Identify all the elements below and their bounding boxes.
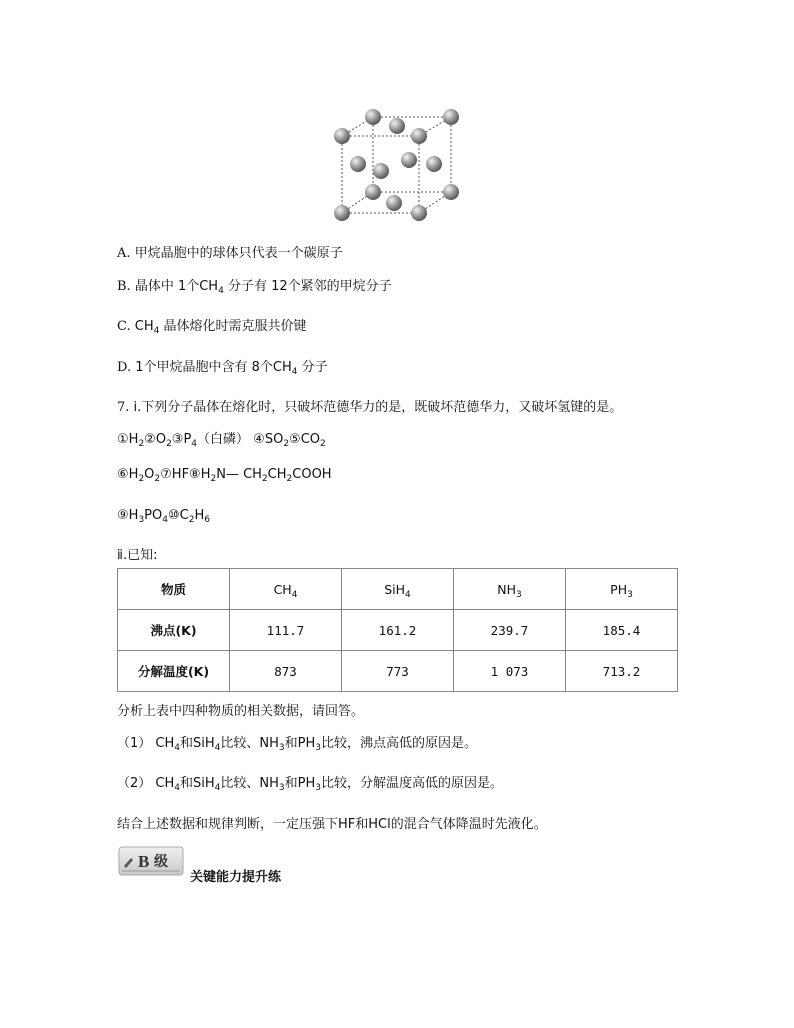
question-7-part-i: [117, 396, 622, 415]
header-text: PH: [610, 581, 628, 597]
table-cell: 713.2: [566, 651, 678, 692]
header-text: NH: [497, 581, 516, 597]
subscript: 2: [138, 474, 145, 484]
table-row: [118, 651, 678, 692]
sphere: [389, 118, 405, 134]
subscript: 3: [516, 589, 522, 600]
subscript: 2: [320, 439, 326, 449]
question-number: 7.: [117, 400, 130, 415]
subscript: 3: [278, 743, 285, 753]
formula-text: ⑦HF⑧H: [160, 467, 211, 482]
subscript: 4: [291, 367, 298, 377]
row-label: 分解温度(K): [118, 651, 230, 692]
sphere: [386, 195, 402, 211]
question-text: 结合上述数据和规律判断，一定压强下HF和HCl的混合气体降温时先液化。: [117, 817, 547, 832]
properties-table: [117, 568, 678, 692]
subscript: 2: [261, 474, 268, 484]
question-text: 比较、NH: [220, 776, 279, 791]
question-text: 比较，沸点高低的原因是。: [320, 736, 477, 751]
subscript: 4: [174, 783, 180, 793]
question-text: 和PH: [284, 776, 316, 791]
question-7-part-ii: [117, 544, 157, 563]
molecule-list-line-1: [117, 428, 326, 447]
header-text: CH: [273, 581, 292, 597]
sphere: [411, 128, 427, 144]
subscript: 3: [315, 783, 321, 793]
subscript: 6: [204, 515, 210, 525]
badge-letter: B: [138, 852, 150, 871]
molecule-spheres: [334, 109, 459, 221]
option-d: [117, 356, 328, 375]
question-text: ⅰ.下列分子晶体在熔化时，只破坏范德华力的是，既破坏范德华力，又破坏氢键的是。: [133, 400, 623, 415]
table-cell: 111.7: [230, 610, 342, 651]
formula-text: ⑨H: [117, 508, 139, 523]
formula-text: ⑩C: [167, 508, 189, 523]
formula-text: ⑥H: [117, 467, 139, 482]
subscript: 2: [283, 439, 290, 449]
sphere: [334, 128, 350, 144]
question-text: 和SiH: [180, 736, 215, 751]
sphere: [365, 109, 381, 125]
option-b: [117, 275, 392, 294]
formula-text: N— CH: [216, 467, 262, 482]
subscript: 2: [154, 474, 161, 484]
sphere: [373, 163, 389, 179]
option-text: CH: [134, 319, 154, 334]
question-text: 比较、NH: [220, 736, 279, 751]
question-text: （2） CH: [117, 776, 175, 791]
question-text: 分析上表中四种物质的相关数据，请回答。: [117, 704, 365, 719]
sub-question-1: [117, 732, 477, 751]
subscript: 3: [138, 515, 145, 525]
subscript: 4: [162, 515, 168, 525]
formula-text: ②O: [144, 432, 167, 447]
table-cell: 1 073: [454, 651, 566, 692]
subscript: 2: [138, 439, 145, 449]
sphere: [334, 205, 350, 221]
formula-text: ①H: [117, 432, 139, 447]
formula-text: COOH: [292, 467, 332, 482]
option-text: 晶体熔化时需克服共价键: [159, 319, 307, 334]
section-title: 关键能力提升练: [190, 870, 282, 885]
formula-text: PO: [144, 508, 163, 523]
badge-text: 级: [154, 854, 168, 870]
table-header-cell: [566, 569, 678, 610]
formula-text: ⑤CO: [289, 432, 321, 447]
subscript: 2: [286, 474, 293, 484]
formula-text: H: [194, 508, 205, 523]
sub-question-2: [117, 772, 503, 791]
question-text: （1） CH: [117, 736, 175, 751]
question-text: 比较，分解温度高低的原因是。: [320, 776, 503, 791]
subscript: 4: [191, 439, 198, 449]
subscript: 2: [210, 474, 217, 484]
option-letter: D.: [117, 360, 132, 375]
sphere: [426, 156, 442, 172]
option-letter: A.: [117, 246, 131, 261]
subscript: 4: [214, 743, 221, 753]
subscript: 2: [188, 515, 195, 525]
sphere: [365, 184, 381, 200]
option-letter: B.: [117, 279, 131, 294]
option-a: [117, 242, 343, 261]
table-cell: 873: [230, 651, 342, 692]
formula-text: O: [144, 467, 155, 482]
option-c: [117, 315, 307, 334]
subscript: 4: [174, 743, 180, 753]
subscript: 4: [153, 326, 160, 336]
sphere: [401, 152, 417, 168]
formula-text: ③P: [171, 432, 192, 447]
conclusion-line: [117, 813, 547, 832]
subscript: 3: [278, 783, 285, 793]
question-text: 和PH: [284, 736, 316, 751]
table-header-cell: [342, 569, 454, 610]
option-text: 1个甲烷晶胞中含有 8个CH: [135, 360, 292, 375]
table-header-cell: [118, 569, 230, 610]
header-text: 物质: [160, 582, 186, 597]
formula-text: （白磷） ④SO: [197, 432, 284, 447]
question-text: ⅱ.已知:: [117, 548, 158, 563]
table-row: [118, 610, 678, 651]
table-cell: 239.7: [454, 610, 566, 651]
option-text: 晶体中 1个CH: [134, 279, 219, 294]
subscript: 4: [291, 589, 298, 600]
option-text: 甲烷晶胞中的球体只代表一个碳原子: [134, 246, 343, 261]
analysis-prompt: [117, 700, 364, 719]
subscript: 2: [166, 439, 172, 449]
sphere: [350, 156, 366, 172]
table-cell: 161.2: [342, 610, 454, 651]
subscript: 4: [218, 286, 224, 296]
table-header-row: [118, 569, 678, 610]
table-cell: 773: [342, 651, 454, 692]
level-b-badge: [118, 846, 184, 876]
molecule-list-line-3: [117, 508, 210, 523]
subscript: 3: [627, 589, 633, 600]
table-header-cell: [454, 569, 566, 610]
option-text: 分子有 12个紧邻的甲烷分子: [223, 279, 392, 294]
table-cell: 185.4: [566, 610, 678, 651]
option-text: 分子: [297, 360, 328, 375]
question-text: 和SiH: [180, 776, 215, 791]
row-label: 沸点(K): [118, 610, 230, 651]
sphere: [443, 184, 459, 200]
formula-text: CH: [267, 467, 287, 482]
table-header-cell: [230, 569, 342, 610]
header-text: SiH: [384, 581, 406, 597]
subscript: 4: [214, 783, 221, 793]
sphere: [411, 205, 427, 221]
subscript: 4: [405, 589, 411, 600]
sphere: [443, 109, 459, 125]
subscript: 3: [315, 743, 321, 753]
methane-crystal-cell-diagram: [328, 106, 462, 224]
molecule-list-line-2: [117, 467, 332, 482]
option-letter: C.: [117, 319, 131, 334]
